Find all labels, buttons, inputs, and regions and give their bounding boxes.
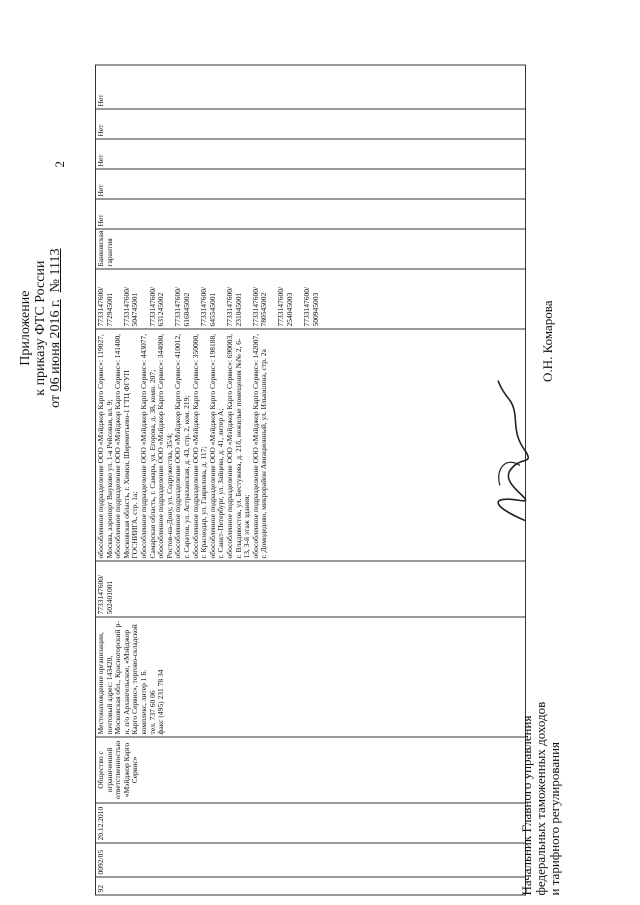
header-line2: к приказу ФТС России	[33, 260, 48, 396]
signatory-title-line2: федеральных таможенных доходов	[533, 701, 548, 895]
header-number: № 1113	[48, 248, 63, 292]
cell-num: 92	[96, 877, 526, 895]
header-from: от	[48, 394, 63, 408]
cell-address: Местонахождение организации, почтовый адрес: 143420, Московская обл., Красногорский р-н, п/о Архангельское, «Мэйджор Карго Сервис», торгово-складской комплекс, литер 1 Б. тел. 737 60 06 факс (495) 231 78 34	[96, 617, 526, 737]
handwritten-signature	[480, 375, 550, 525]
header-line3	[48, 248, 63, 407]
cell-guarantee: Банковская гарантия	[96, 229, 526, 269]
header-line1: Приложение	[18, 290, 33, 366]
cell-c4: Нет	[96, 109, 526, 139]
signatory-title-line1: Начальник Главного управления	[519, 715, 534, 895]
header-date: 06 июня 2016 г.	[48, 298, 63, 391]
cell-date: 20.12.2010	[96, 803, 526, 843]
signatory-name: О.Н. Комарова	[540, 300, 555, 382]
registry-table	[95, 64, 526, 895]
page-number: 2	[52, 160, 67, 167]
cell-org: Общество с ограниченной ответственностью «Мэйджор Карго Сервис»	[96, 737, 526, 803]
signatory-title-line3: и тарифного регулирования	[547, 741, 562, 895]
cell-c5: Нет	[96, 65, 526, 109]
cell-inn-kpp: 7733147600/ 502401001	[96, 561, 526, 617]
cell-c3: Нет	[96, 139, 526, 169]
cell-c1: Нет	[96, 199, 526, 229]
cell-branch-codes: 7733147600/ 772945001 7733147600/ 504745001 7733147600/ 631245002 7733147600/ 616845002 7733147600/ 645545001 7733147600/ 231045001 7733147600/ 780545002 7733147600/ 254045003 7733147600/ 500945003	[96, 269, 526, 329]
table-row	[96, 65, 526, 895]
signatory-title	[520, 701, 562, 895]
cell-c2: Нет	[96, 169, 526, 199]
cell-reg: 0092/05	[96, 843, 526, 877]
appendix-header	[18, 248, 63, 407]
cell-branches: обособленное подразделение ООО «Мэйджор Карго Сервис»: 119027, Москва, аэропорт Внуково ул. 1-я Рейсовая, вл. 9; обособленное подразделение ООО «Мэйджор Карго Сервис»: 141400, Московская область, г. Химки, Шереметьево-1 ГТЦ ФГУП ГОСНИИГА, стр. 1а; обособленное подразделение ООО «Мэйджор Карго Сервис»: 443077, Самарская область, г. Самара, ул. Егорова, д. 38, комн. 207; обособленное подразделение ООО «Мэйджор Карго Сервис»: 344000, Ростов-на-Дону, ул. Содружества, 35/4; обособленное подразделение ООО «Мэйджор Карго Сервис»: 410012, г. Саратов, ул. Астраханская, д. 43, стр. 2, ком. 219; обособленное подразделение ООО «Мэйджор Карго Сервис»: 350000, г. Краснодар, ул. Гаврилова, д. 117; обособленное подразделение ООО «Мэйджор Карго Сервис»: 198188, г. Санкт-Петербург, ул. Зайцева, д. 41, литер А; обособленное подразделение ООО «Мэйджор Карго Сервис»: 690003, г. Владивосток, ул. Бестужева, д. 21б, нежилые помещения №№ 2, 6-13, 3-й этаж здания; обособленное подразделение ООО «Мэйджор Карго Сервис»: 142007, г. Домодедово, микрорайон Авиационный, ул. Ильюшина, стр. 2а	[96, 329, 526, 561]
